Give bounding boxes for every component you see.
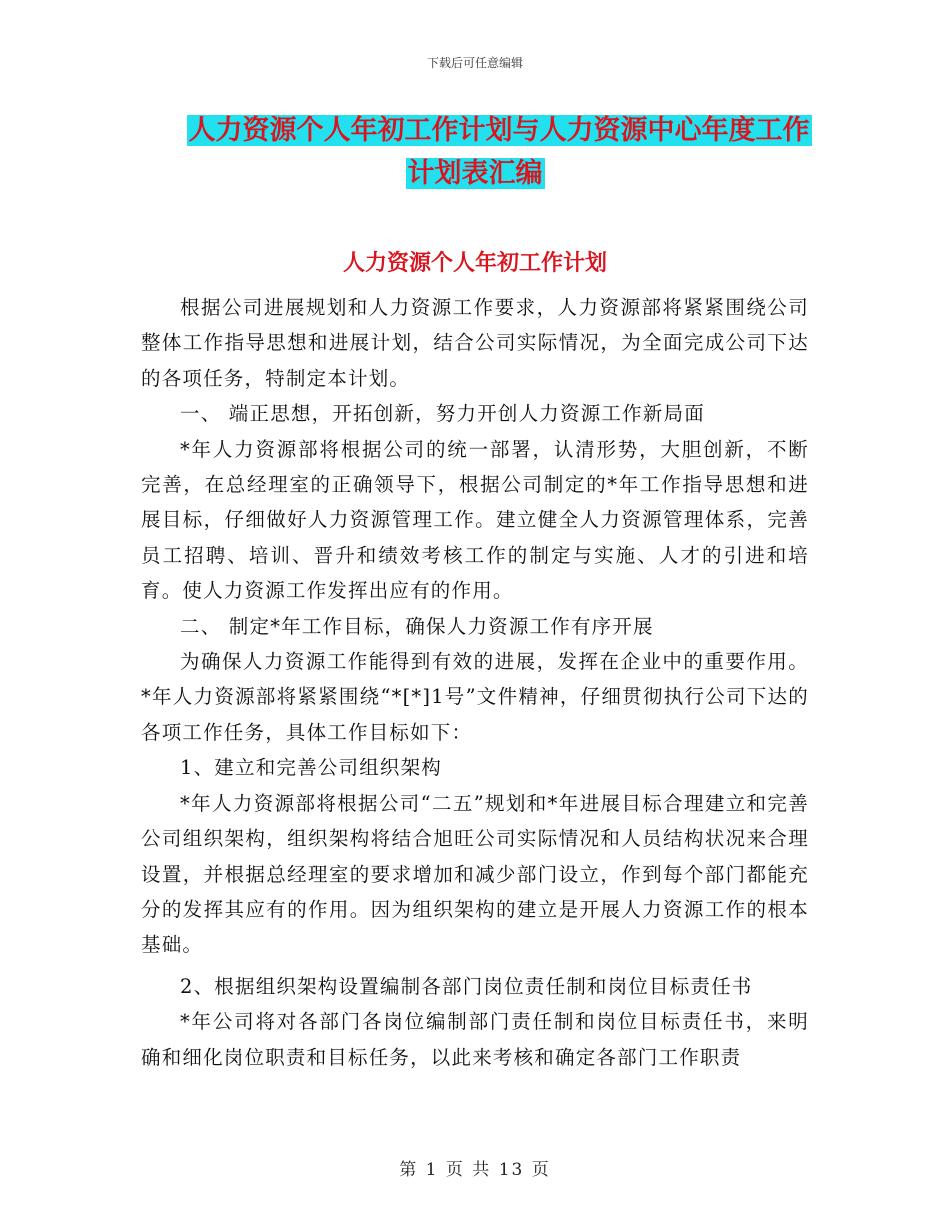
document-title-line-1 [24, 113, 950, 149]
paragraph: *年人力资源部将根据公司“二五”规划和*年进展目标合理建立和完善公司组织架构，组织架构将结合旭旺公司实际情况和人员结构状况来合理设置，并根据总经理室的要求增加和减少部门设立，作到每个部门都能充分的发挥其应有的作用。因为组织架构的建立是开展人力资源工作的根本基础。 [141, 791, 809, 957]
page-footer: 第 1 页 共 13 页 [399, 1160, 551, 1180]
document-body [141, 290, 809, 1075]
paragraph-heading: 二、 制定*年工作目标，确保人力资源工作有序开展 [180, 614, 654, 638]
paragraph: 根据公司进展规划和人力资源工作要求，人力资源部将紧紧围绕公司整体工作指导思想和进展计划，结合公司实际情况，为全面完成公司下达的各项任务，特制定本计划。 [141, 296, 809, 390]
paragraph-subheading: 2、根据组织架构设置编制各部门岗位责任制和岗位目标责任书 [180, 974, 753, 998]
paragraph: 为确保人力资源工作能得到有效的进展，发挥在企业中的重要作用。*年人力资源部将紧紧围绕“*[*]1号”文件精神，仔细贯彻执行公司下达的各项工作任务，具体工作目标如下： [141, 650, 809, 744]
paragraph-subheading: 1、建立和完善公司组织架构 [180, 756, 443, 780]
document-title-text-1: 人力资源个人年初工作计划与人力资源中心年度工作 [188, 115, 810, 146]
document-title-line-2 [0, 156, 950, 192]
paragraph-heading: 一、 端正思想，开拓创新，努力开创人力资源工作新局面 [180, 402, 705, 426]
paragraph: *年人力资源部将根据公司的统一部署，认清形势，大胆创新，不断完善，在总经理室的正确领导下，根据公司制定的*年工作指导思想和进展目标，仔细做好人力资源管理工作。建立健全人力资源管理体系，完善员工招聘、培训、晋升和绩效考核工作的制定与实施、人才的引进和培育。使人力资源工作发挥出应有的作用。 [141, 437, 809, 603]
paragraph: *年公司将对各部门各岗位编制部门责任制和岗位目标责任书，来明确和细化岗位职责和目标任务，以此来考核和确定各部门工作职责 [141, 1010, 809, 1069]
header-note: 下载后可任意编辑 [426, 56, 523, 70]
section-heading: 人力资源个人年初工作计划 [342, 251, 607, 276]
document-title-text-2: 计划表汇编 [407, 158, 543, 189]
